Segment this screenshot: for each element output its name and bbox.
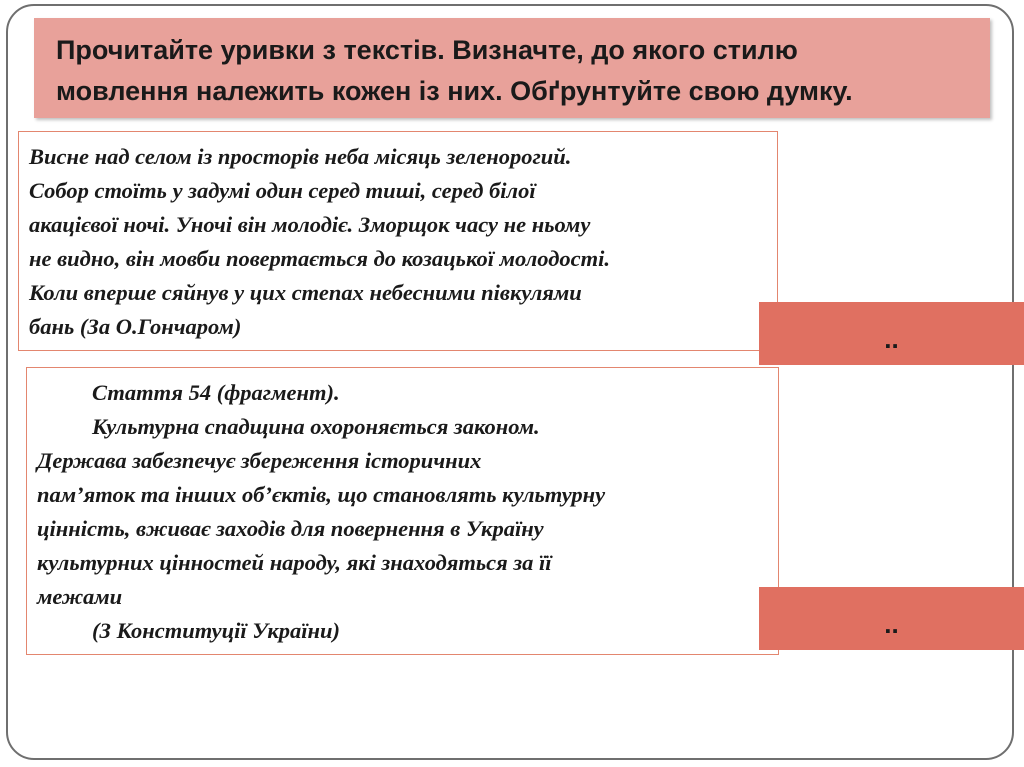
- excerpt-2-line: цінність, вживає заходів для повернення в Україну: [37, 516, 544, 541]
- answer-2-text: ..: [884, 609, 899, 639]
- excerpt-2-line: межами: [37, 584, 123, 609]
- answer-1-text: ..: [884, 324, 899, 354]
- excerpt-1-line: акацієвої ночі. Уночі він молодіє. Зморщок часу не ньому: [29, 212, 591, 237]
- excerpt-2-line: культурних цінностей народу, які знаходяться за її: [37, 550, 552, 575]
- excerpt-1-line: Собор стоїть у задумі один серед тиші, серед білої: [29, 178, 536, 203]
- excerpt-2-article-title: Стаття 54 (фрагмент).: [92, 380, 340, 405]
- answer-2-box[interactable]: [759, 587, 1024, 650]
- task-header-line-2: мовлення належить кожен із них. Обґрунтуйте свою думку.: [56, 76, 853, 106]
- answer-1-box[interactable]: [759, 302, 1024, 365]
- excerpt-2-source: (З Конституції України): [92, 618, 341, 643]
- excerpt-2-line: Культурна спадщина охороняється законом.: [92, 414, 540, 439]
- excerpt-1-line: Коли вперше сяйнув у цих степах небесними півкулями: [29, 280, 582, 305]
- excerpt-1-line: бань (За О.Гончаром): [29, 314, 242, 339]
- excerpt-2-line: пам’яток та інших об’єктів, що становлять культурну: [37, 482, 606, 507]
- excerpt-1-line: Висне над селом із просторів неба місяць зеленорогий.: [29, 144, 572, 169]
- excerpt-2-box: [26, 367, 779, 655]
- excerpt-1-box: [18, 131, 778, 351]
- excerpt-2-line: Держава забезпечує збереження історичних: [37, 448, 482, 473]
- excerpt-1-line: не видно, він мовби повертається до козацької молодості.: [29, 246, 611, 271]
- task-header-line-1: Прочитайте уривки з текстів. Визначте, до якого стилю: [56, 35, 798, 65]
- task-header: [34, 18, 990, 118]
